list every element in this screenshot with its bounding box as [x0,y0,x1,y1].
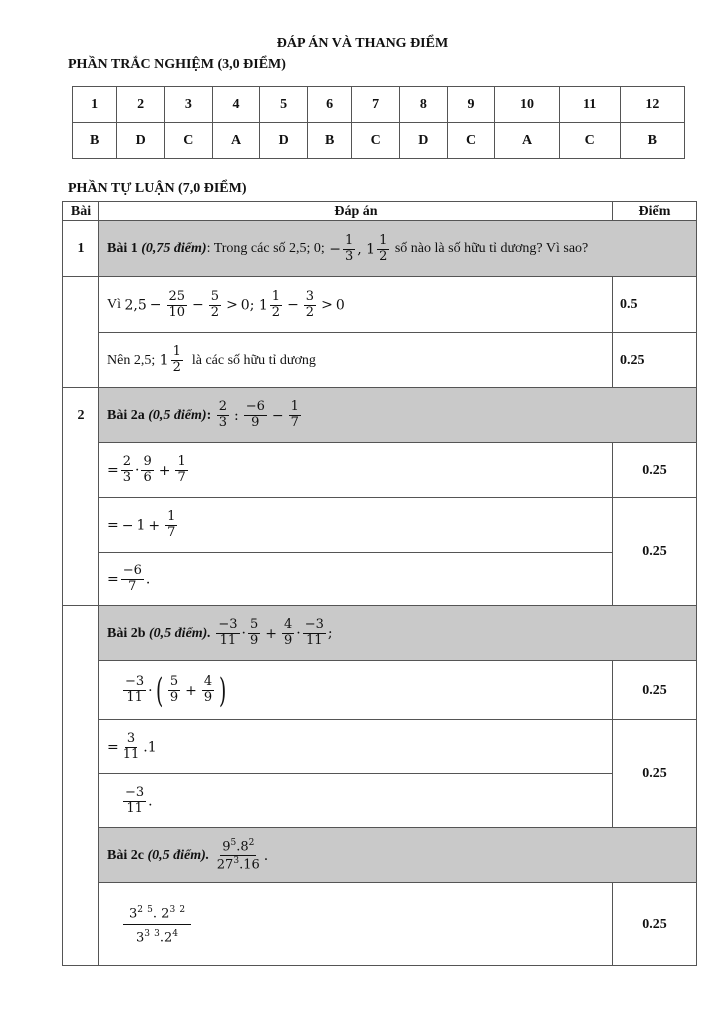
mc-answer: B [308,123,352,159]
mc-section-heading: PHẦN TRẮC NGHIỆM (3,0 ĐIỂM) [68,57,286,72]
mc-answer: D [260,123,308,159]
column-header-diem: Điểm [638,203,671,219]
problem-2a-math: $\frac{2}{3}$ : $\frac{-6}{9}$ − $\frac{1}{7}$ [218,399,299,430]
problem-2b-points: (0,5 điểm). [149,625,211,641]
mc-question-number: 11 [559,87,620,123]
problem-1-step-1-math: 2,5 − $\frac{25}{10}$ − $\frac{5}{2}$ > 0; 1 $\frac{1}{2}$ − $\frac{3}{2}$ > 0 [124,288,345,320]
score-cell: 0.25 [642,766,667,781]
problem-1-numbers: − $\frac{1}{3}$ , 1 $\frac{1}{2}$ [324,232,388,264]
mc-answer: C [447,123,495,159]
mc-question-number: 12 [620,87,684,123]
mc-answer-row [73,123,685,159]
mc-question-number: 6 [308,87,352,123]
problem-1-points: (0,75 điểm) [141,241,207,256]
answer-key-title: ĐÁP ÁN VÀ THANG ĐIỂM [276,36,449,51]
problem-2c-statement [99,828,696,883]
mc-answer: B [620,123,684,159]
problem-1-step-1: Vì 2,5 − $\frac{25}{10}$ − $\frac{5}{2}$ > 0; 1 $\frac{1}{2}$ − $\frac{3}{2}$ > 0 [107,288,345,320]
problem-2a-step-1: = $\frac{2}{3}$ · $\frac{9}{6}$ + $\frac{1}{7}$ [107,454,186,485]
essay-answer-table [62,201,697,966]
mc-answer: A [495,123,559,159]
problem-2b-step-2: = $\frac{3}{11}$ .1 [107,730,157,762]
score-cell: 0.25 [642,462,667,478]
mc-answer: C [352,123,400,159]
mc-question-number: 4 [212,87,260,123]
problem-2a-statement: Bài 2a (0,5 điểm) : $\frac{2}{3}$ : $\frac{-6}{9}$ − $\frac{1}{7}$ [99,388,696,443]
mc-question-row [73,87,685,123]
problem-2b-statement [99,606,696,661]
essay-section-heading: PHẦN TỰ LUẬN (7,0 ĐIỂM) [68,181,247,196]
problem-2b-math: $\frac{-3}{11}$ · $\frac{5}{9}$ + $\frac{4}{9}$ · $\frac{-3}{11}$ ; [218,617,333,648]
score-cell: 0.25 [642,544,667,559]
problem-2c-label: Bài 2c [107,847,144,863]
problem-2a-label: Bài 2a [107,407,145,423]
column-header-dap-an: Đáp án [334,203,378,219]
mc-answer-table [72,86,685,159]
mc-question-number: 2 [117,87,165,123]
problem-number: 1 [77,241,85,256]
mc-answer: D [400,123,448,159]
problem-1-question: số nào là số hữu tỉ dương? Vì sao? [394,241,589,256]
mc-question-number: 8 [400,87,448,123]
problem-1-statement [99,221,696,277]
problem-2b-step-1: $\frac{-3}{11}$ ·( $\frac{5}{9}$ + $\frac{4}{9}$ ) [125,670,227,711]
score-cell: 0.5 [620,297,638,312]
problem-1-label: Bài 1 [107,241,138,256]
problem-1-step-2-math: 1 $\frac{1}{2}$ [155,344,181,375]
mc-question-number: 5 [260,87,308,123]
problem-2a-points: (0,5 điểm) [148,407,207,423]
problem-number: 2 [77,407,85,423]
problem-2c-step-1: $\frac{3^2 ^5. 2^3 ^2}{3^3 ^3.2^4}$ [99,883,613,966]
problem-2c-math: $\frac{9^5.8^2}{27^3.16}$ . [216,837,269,873]
mc-answer: A [212,123,260,159]
mc-question-number: 10 [495,87,559,123]
mc-question-number: 9 [447,87,495,123]
problem-1-step-2: Nên 2,5; 1 $\frac{1}{2}$ là các số hữu tỉ dương [107,344,316,375]
mc-question-number: 1 [73,87,117,123]
mc-question-number: 7 [352,87,400,123]
mc-answer: C [559,123,620,159]
mc-answer: D [117,123,165,159]
column-header-bai: Bài [70,203,92,219]
score-cell: 0.25 [642,682,667,698]
problem-2a-step-3: = $\frac{-6}{7}$ . [107,563,151,594]
mc-question-number: 3 [165,87,213,123]
problem-2b-step-3: $\frac{-3}{11}$ . [125,784,153,816]
problem-2b-label: Bài 2b [107,625,146,641]
problem-2c-points: (0,5 điểm). [147,847,210,863]
score-cell: 0.25 [642,916,667,932]
score-cell: 0.25 [620,352,645,368]
mc-answer: C [165,123,213,159]
problem-2a-step-2: = − 1 + $\frac{1}{7}$ [107,509,176,540]
problem-1-text: : Trong các số 2,5; 0; [206,241,325,256]
mc-answer: B [73,123,117,159]
